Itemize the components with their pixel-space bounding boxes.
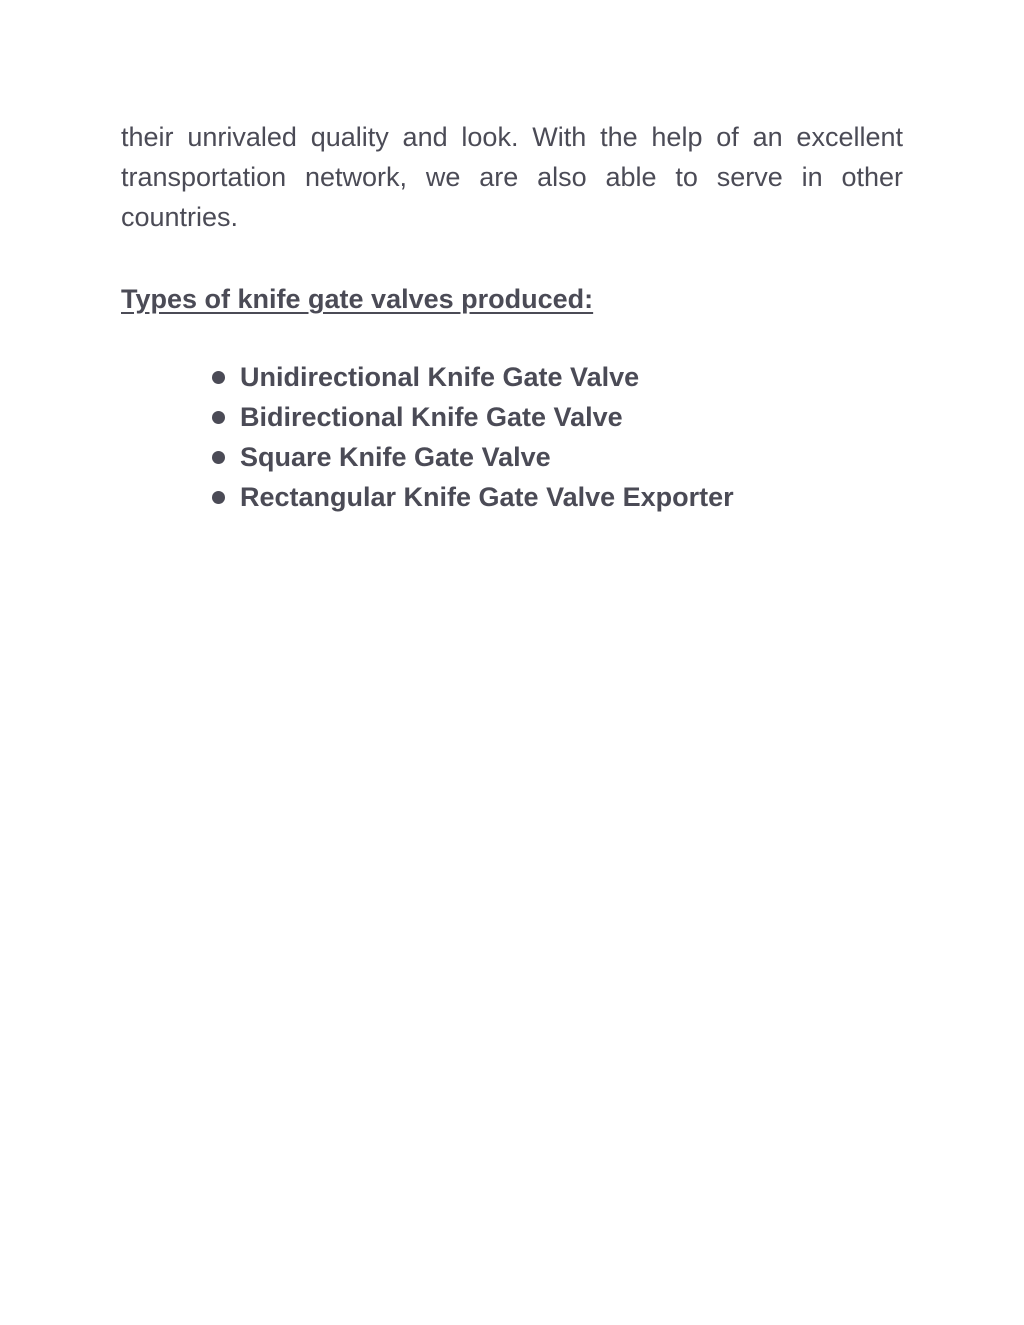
list-item [212,357,903,397]
section-heading: Types of knife gate valves produced: [121,284,594,314]
bullet-icon [212,451,225,464]
list-item-label: Square Knife Gate Valve [240,442,551,472]
page-content [121,117,903,517]
bullet-icon [212,491,225,504]
list-item-label: Bidirectional Knife Gate Valve [240,402,623,432]
list-item-label: Rectangular Knife Gate Valve Exporter [240,482,734,512]
list-item [212,397,903,437]
list-item [212,437,903,477]
valve-types-list [121,357,903,517]
list-item-label: Unidirectional Knife Gate Valve [240,362,640,392]
bullet-icon [212,411,225,424]
bullet-icon [212,371,225,384]
body-paragraph: their unrivaled quality and look. With the help of an excellent transportation network, we are also able to serve in other countries. [121,122,903,232]
list-item [212,477,903,517]
